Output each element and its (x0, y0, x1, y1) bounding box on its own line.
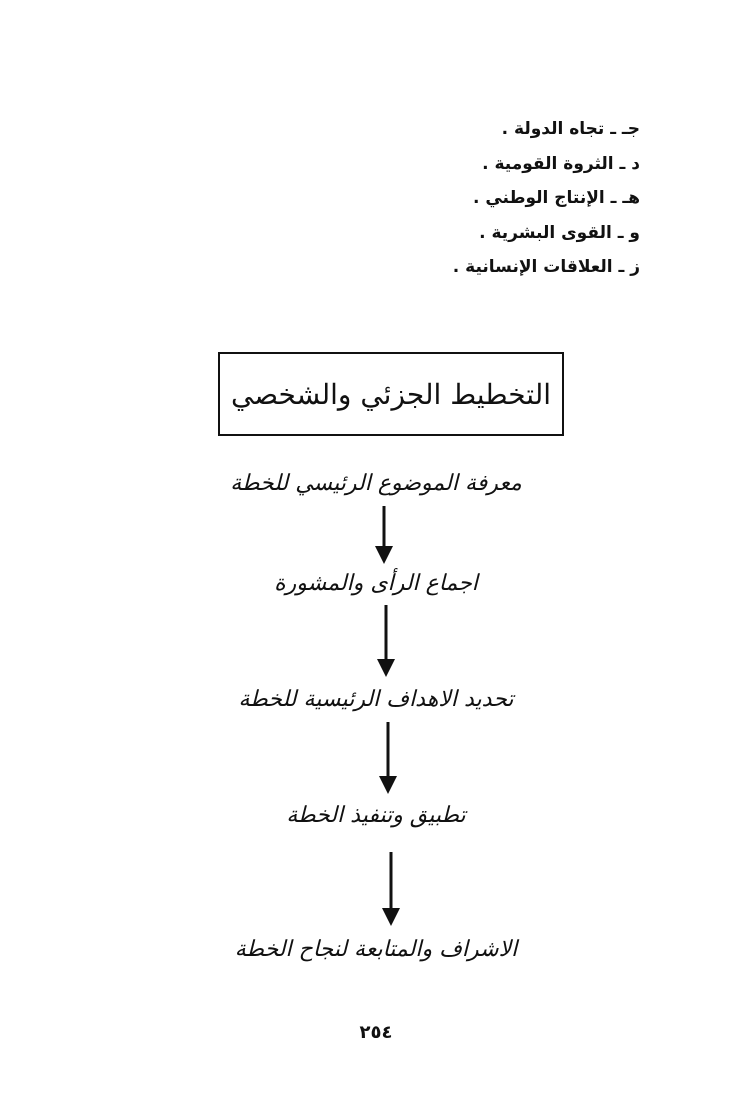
flow-step-4: تطبيق وتنفيذ الخطة (286, 803, 466, 828)
diagram-title-box (218, 352, 564, 436)
down-arrow-icon (379, 852, 403, 926)
down-arrow-icon (376, 722, 400, 794)
diagram-title: التخطيط الجزئي والشخصي (230, 377, 552, 411)
down-arrow-icon (374, 605, 398, 677)
list-item: هـ ـ الإنتاج الوطني . (472, 188, 640, 208)
list-item: و ـ القوى البشرية . (479, 222, 640, 243)
page-number: ٢٥٤ (359, 1022, 393, 1043)
flow-step-2: اجماع الرأى والمشورة (274, 571, 478, 596)
flow-step-5: الاشراف والمتابعة لنجاح الخطة (234, 937, 518, 962)
list-item: د ـ الثروة القومية . (482, 153, 640, 174)
flow-step-3: تحديد الاهداف الرئيسية للخطة (238, 687, 514, 712)
list-item: جـ ـ تجاه الدولة . (501, 119, 640, 139)
list-item: ز ـ العلاقات الإنسانية . (452, 257, 640, 277)
enumerated-list (380, 112, 640, 285)
flow-step-1: معرفة الموضوع الرئيسي للخطة (230, 471, 522, 496)
down-arrow-icon (372, 506, 396, 564)
